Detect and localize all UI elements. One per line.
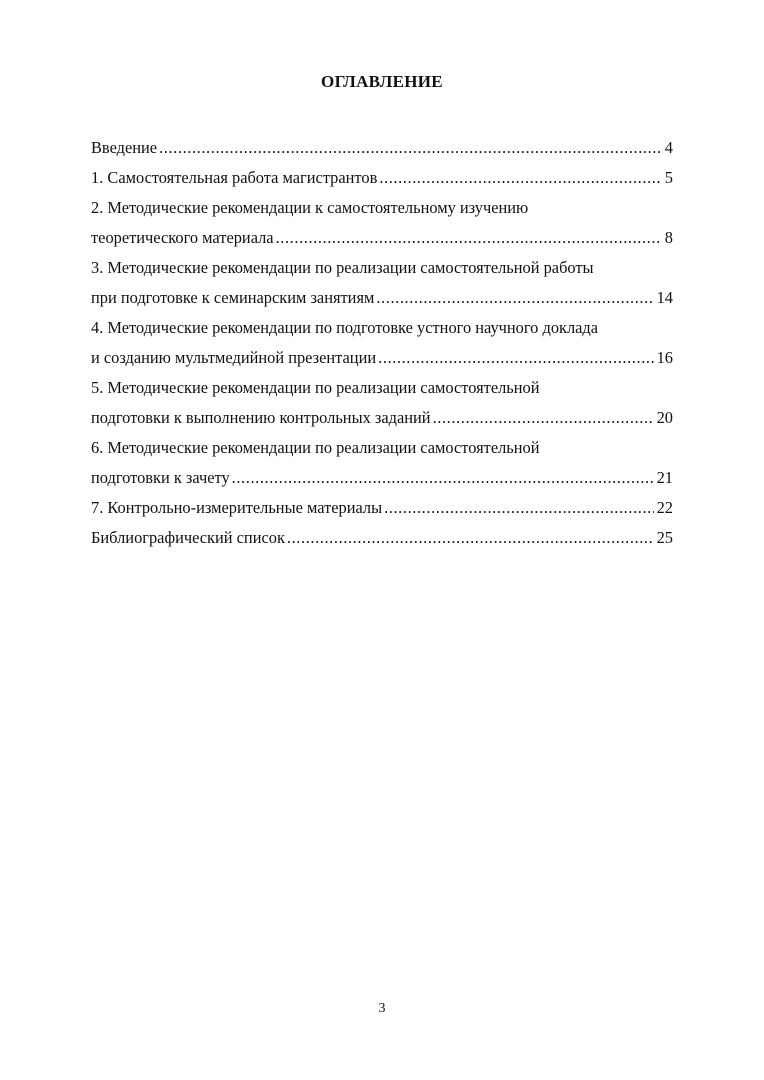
toc-entry-page: 20 (656, 408, 673, 427)
toc-entry-last-line (91, 403, 673, 433)
toc-entry-1[interactable] (91, 163, 673, 193)
toc-entry-last-line (91, 343, 673, 373)
toc-entry-6[interactable] (91, 433, 673, 493)
toc-entry-text: Введение (91, 138, 158, 157)
toc-entry-last-line (91, 283, 673, 313)
toc-entry-text-line: 4. Методические рекомендации по подготовке устного научного доклада (91, 318, 599, 337)
toc-entry-text: при подготовке к семинарским занятиям (91, 288, 375, 307)
toc-entry-2[interactable] (91, 193, 673, 253)
dot-leader (376, 283, 653, 313)
table-of-contents (91, 133, 673, 553)
dot-leader (276, 223, 662, 253)
toc-entry-text-line: 3. Методические рекомендации по реализации самостоятельной работы (91, 258, 594, 277)
toc-entry-text: 7. Контрольно-измерительные материалы (91, 498, 383, 517)
dot-leader (433, 403, 654, 433)
toc-entry-page: 21 (656, 468, 673, 487)
toc-entry-3[interactable] (91, 253, 673, 313)
toc-entry-text-line: 6. Методические рекомендации по реализации самостоятельной (91, 438, 540, 457)
toc-entry-text: и созданию мультмедийной презентации (91, 348, 377, 367)
toc-entry-page: 4 (664, 138, 673, 157)
toc-entry-last-line (91, 463, 673, 493)
dot-leader (384, 493, 654, 523)
toc-entry-page: 25 (656, 528, 673, 547)
toc-entry-text-line: 5. Методические рекомендации по реализации самостоятельной (91, 378, 540, 397)
toc-entry-last-line (91, 223, 673, 253)
toc-entry-5[interactable] (91, 373, 673, 433)
dot-leader (379, 163, 661, 193)
toc-entry-page: 5 (664, 168, 673, 187)
toc-entry-page: 16 (656, 348, 673, 367)
toc-entry-text-line: 2. Методические рекомендации к самостоятельному изучению (91, 198, 529, 217)
dot-leader (378, 343, 653, 373)
toc-entry-page: 8 (664, 228, 673, 247)
dot-leader (232, 463, 654, 493)
toc-title: ОГЛАВЛЕНИЕ (321, 72, 443, 91)
dot-leader (287, 523, 654, 553)
toc-entry-4[interactable] (91, 313, 673, 373)
toc-entry-text: подготовки к выполнению контрольных заданий (91, 408, 431, 427)
dot-leader (159, 133, 662, 163)
toc-entry-7[interactable] (91, 493, 673, 523)
page-number: 3 (378, 1001, 386, 1016)
toc-entry-text: подготовки к зачету (91, 468, 230, 487)
toc-entry-page: 14 (656, 288, 673, 307)
toc-entry-text: теоретического материала (91, 228, 274, 247)
toc-entry-text: Библиографический список (91, 528, 285, 547)
toc-entry-bibliography[interactable] (91, 523, 673, 553)
toc-entry-introduction[interactable] (91, 133, 673, 163)
toc-entry-text: 1. Самостоятельная работа магистрантов (91, 168, 378, 187)
toc-entry-page: 22 (656, 498, 673, 517)
